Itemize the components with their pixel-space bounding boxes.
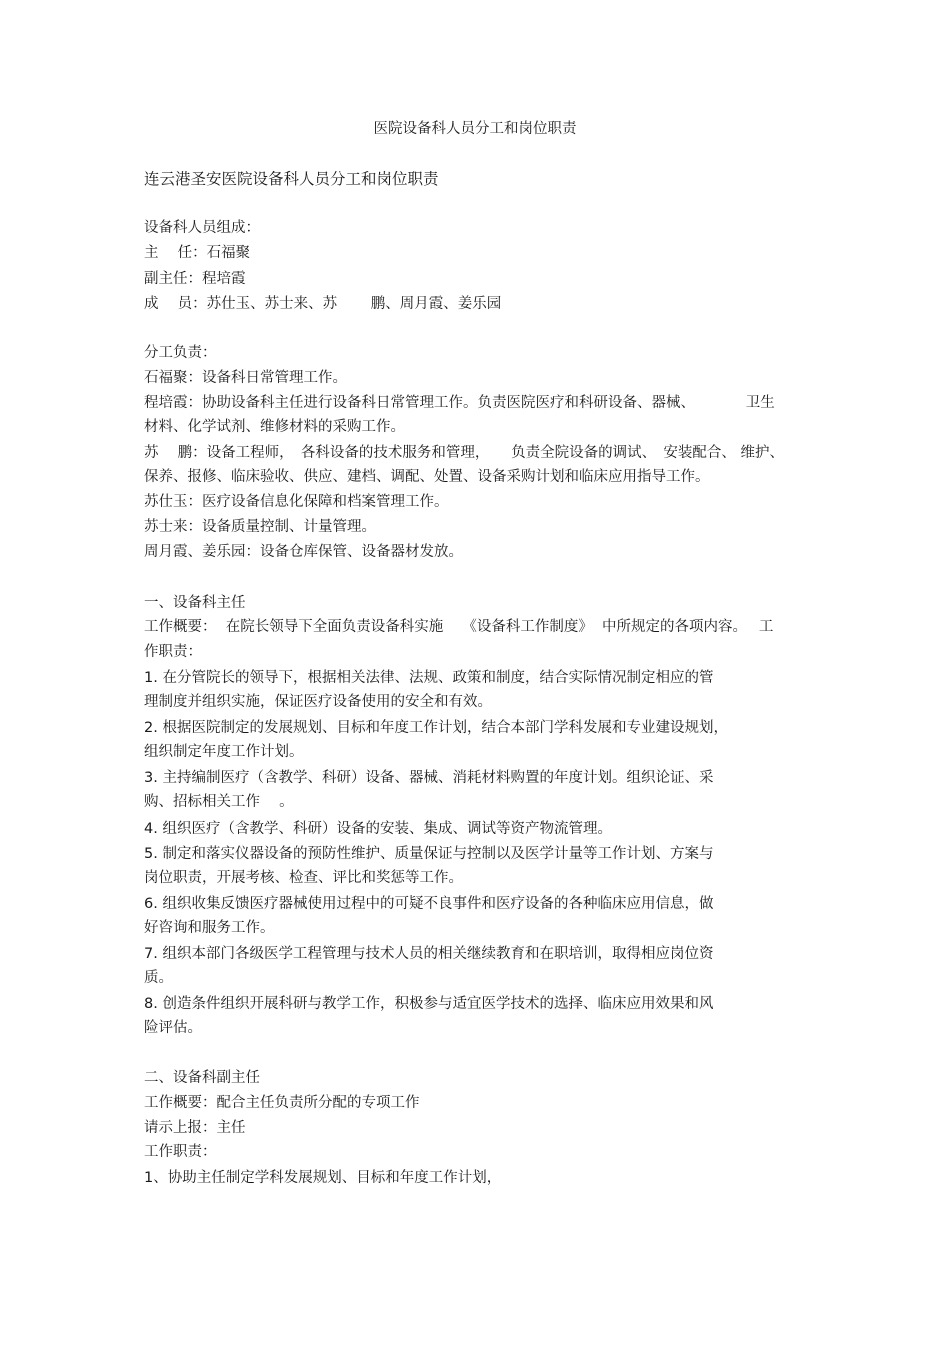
division-line: 苏 鹏：设备工程师， 各科设备的技术服务和管理， 负责全院设备的调试、 安装配合、 维护、 [144, 445, 784, 461]
document-subtitle: 连云港圣安医院设备科人员分工和岗位职责 [144, 170, 439, 188]
division-line: 材料、化学试剂、维修材料的采购工作。 [144, 419, 405, 435]
section1-heading: 一、设备科主任 [144, 595, 246, 611]
division-line: 石福聚：设备科日常管理工作。 [144, 370, 347, 386]
section1-item-line: 4. 组织医疗（含教学、科研）设备的安装、集成、调试等资产物流管理。 [144, 821, 612, 837]
division-line: 程培霞：协助设备科主任进行设备科日常管理工作。负责医院医疗和科研设备、器械、 卫生 [144, 395, 775, 411]
section1-item-line: 岗位职责，开展考核、检查、评比和奖惩等工作。 [144, 870, 463, 886]
section1-overview: 工作概要： 在院长领导下全面负责设备科实施 《设备科工作制度》 中所规定的各项内容。 工 [144, 619, 774, 635]
division-line: 周月霞、姜乐园：设备仓库保管、设备器材发放。 [144, 544, 463, 560]
section1-item-line: 组织制定年度工作计划。 [144, 744, 304, 760]
division-line: 苏士来：设备质量控制、计量管理。 [144, 519, 376, 535]
section1-item-line: 5. 制定和落实仪器设备的预防性维护、质量保证与控制以及医学计量等工作计划、方案与 [144, 846, 714, 862]
section2-overview: 工作概要：配合主任负责所分配的专项工作 [144, 1095, 420, 1111]
section2-report-to: 请示上报：主任 [144, 1120, 246, 1136]
section1-item-line: 3. 主持编制医疗（含教学、科研）设备、器械、消耗材料购置的年度计划。组织论证、采 [144, 770, 714, 786]
section1-item-line: 1. 在分管院长的领导下，根据相关法律、法规、政策和制度，结合实际情况制定相应的管 [144, 670, 714, 686]
division-line: 保养、报修、临床验收、供应、建档、调配、处置、设备采购计划和临床应用指导工作。 [144, 469, 710, 485]
section2-duties-heading: 工作职责： [144, 1144, 217, 1160]
composition-director: 主 任：石福聚 [144, 245, 251, 261]
division-heading: 分工负责： [144, 345, 217, 361]
composition-heading: 设备科人员组成： [144, 220, 260, 236]
section1-item-line: 6. 组织收集反馈医疗器械使用过程中的可疑不良事件和医疗设备的各种临床应用信息，做 [144, 896, 714, 912]
section1-item-line: 8. 创造条件组织开展科研与教学工作，积极参与适宜医学技术的选择、临床应用效果和风 [144, 996, 714, 1012]
section1-item-line: 2. 根据医院制定的发展规划、目标和年度工作计划，结合本部门学科发展和专业建设规划， [144, 720, 728, 736]
composition-members: 成 员：苏仕玉、苏士来、苏 鹏、周月霞、姜乐园 [144, 296, 502, 312]
section2-item-line: 1、协助主任制定学科发展规划、目标和年度工作计划， [144, 1170, 502, 1186]
section1-item-line: 购、招标相关工作 。 [144, 794, 294, 810]
section1-item-line: 理制度并组织实施，保证医疗设备使用的安全和有效。 [144, 694, 492, 710]
section1-item-line: 7. 组织本部门各级医学工程管理与技术人员的相关继续教育和在职培训，取得相应岗位资 [144, 946, 714, 962]
division-line: 苏仕玉：医疗设备信息化保障和档案管理工作。 [144, 494, 449, 510]
section1-item-line: 好咨询和服务工作。 [144, 920, 275, 936]
section1-item-line: 险评估。 [144, 1020, 202, 1036]
section1-item-line: 质。 [144, 970, 173, 986]
document-title: 医院设备科人员分工和岗位职责 [373, 121, 577, 137]
section2-heading: 二、设备科副主任 [144, 1070, 260, 1086]
section1-overview: 作职责： [144, 644, 202, 660]
composition-deputy: 副主任：程培霞 [144, 271, 246, 287]
